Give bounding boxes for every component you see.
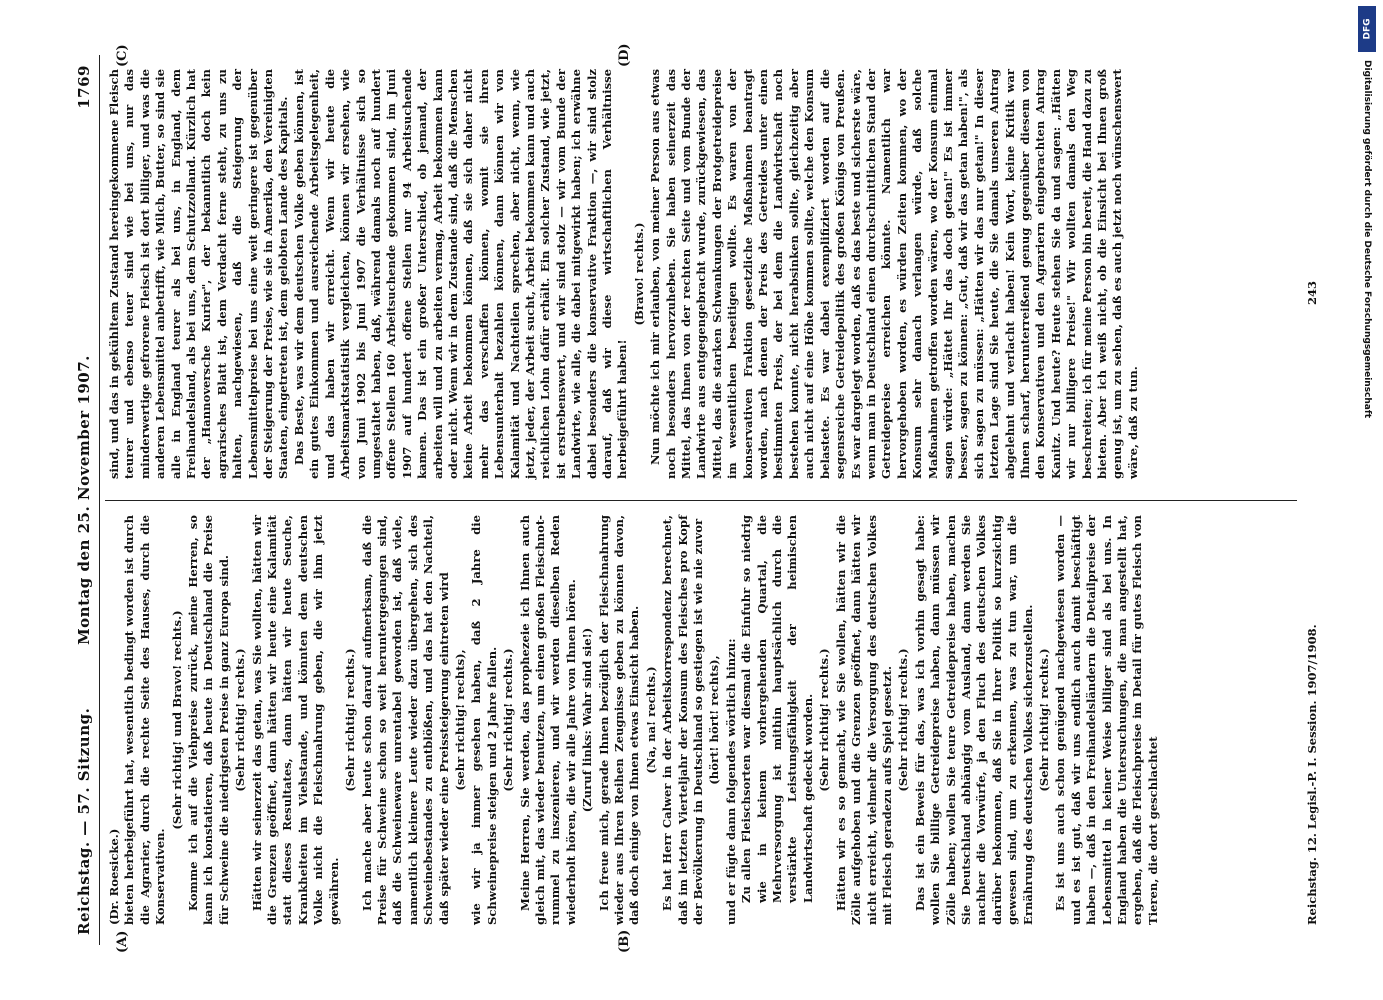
interjection: (Sehr richtig! rechts.) <box>342 648 357 792</box>
paragraph: wie wir ja immer gesehen haben, daß 2 Jahre die Schweinepreise steigen und 2 Jahre fallen. <box>468 515 499 925</box>
margin-marker-b: (B) <box>616 929 632 953</box>
dfg-logo: DFG <box>1358 6 1376 52</box>
interjection: (Sehr richtig! rechts.) <box>816 648 831 792</box>
column-divider <box>105 500 1297 501</box>
paragraph: Hätten wir es so gemacht, wie Sie wollen, hätten wir die Zölle aufgehoben und die Grenzen geöffnet, dann hätten wir nicht erreicht, vielmehr die Versorgung des deutschen Volkes mit Fleisch geradezu aufs Spiel gesetzt. <box>833 515 894 925</box>
paragraph: Meine Herren, Sie werden, das prophezeie ich Ihnen auch gleich mit, das wieder benutzen, um einen großen Fleischnot-rummel zu inszenieren, und wir werden dieselben Reden wiederholt hören, die wir alle Jahre von Ihnen hören. <box>517 515 578 925</box>
header-date: Montag den 25. November 1907. <box>74 355 93 645</box>
interjection: (Na, na! rechts.) <box>643 666 658 774</box>
footer-sheet-number: 243 <box>1304 280 1319 305</box>
header-rule <box>99 55 100 945</box>
paragraph: bieten herbeigeführt hat, wesentlich bedingt worden ist durch die Agrarier, durch die rechte Seite des Hauses, durch die Konservativen. <box>121 515 167 925</box>
digitization-strip <box>1352 0 1382 1000</box>
paragraph: sind, und das in gekühltem Zustand hereingekommene Fleisch teurer und ebenso teuer sind wie bei uns, nur das minderwertige gefrorene Fleisch ist dort billiger, und was die anderen Lebensmittel anbetrifft, wie Milch, Butter, so sind sie alle in England teurer als bei uns, in England, dem Freihandelsland, als bei uns, dem Schutzzolland. Kürzlich hat der „Hannoversche Kurier", der bekanntlich doch kein agrarisches Blatt ist, dem Verdacht ferne steht, zu uns zu halten, nachgewiesen, daß die Steigerung der Lebensmittelpreise bei uns eine weit geringere ist gegenüber der Steigerung der Preise, wie sie in Amerika, den Vereinigten Staaten, eingetreten ist, dem gelobten Lande des Kapitals. <box>106 69 290 479</box>
interjection: (Sehr richtig! rechts.) <box>1036 648 1051 792</box>
page-number: 1769 <box>74 65 93 109</box>
margin-marker-d: (D) <box>616 43 632 67</box>
interjection: (Sehr richtig! und Bravo! rechts.) <box>169 610 184 830</box>
interjection: (hört! hört! rechts), <box>706 655 721 785</box>
digitization-credit: Digitalisierung gefördert durch die Deutsche Forschungsgemeinschaft <box>1362 60 1372 419</box>
paragraph: Ich mache aber heute schon darauf aufmerksam, daß die Preise für Schweine schon so weit heruntergegangen sind, daß die Schweineware unrentabel geworden ist, daß viele, namentlich kleinere Leute wieder dazu übergehen, sich des Schweinebestandes zu entblößen, und das hat den Nachteil, daß später wieder eine Preissteigerung eintreten wird <box>359 515 451 925</box>
interjection: (Sehr richtig! rechts.) <box>232 648 247 792</box>
paragraph: Es hat Herr Calwer in der Arbeitskorrespondenz berechnet, daß im letzten Vierteljahr der Konsum des Fleisches pro Kopf der Bevölkerung in Deutschland so gestiegen ist wie nie zuvor <box>659 515 705 925</box>
paragraph: Nun möchte ich mir erlauben, von meiner Person aus etwas noch besonders hervorzuheben. Sie haben seinerzeit das Mittel, das Ihnen von der rechten Seite und vom Bunde der Landwirte aus entgegengebracht wurde, zurückgewiesen, das Mittel, das die starken Schwankungen der Brotgetreidepreise im wesentlichen beseitigen wollte. Es waren von der konservativen Fraktion gesetzliche Maßnahmen beantragt worden, nach denen der Preis des Getreides unter einen bestimmten Preis, der bei dem die Landwirtschaft noch bestehen konnte, nicht herabsinken sollte, gleichzeitig aber auch nicht auf eine Höhe kommen sollte, welche den Konsum belastete. Es war dabei exemplifiziert worden auf die segensreiche Getreidepolitik des großen Königs von Preußen. Es war dargelegt worden, daß es das beste und sicherste wäre, wenn man in Deutschland einen durchschnittlichen Stand der Getreidepreise erreichen könnte. Namentlich war hervorgehoben worden, es würden Zeiten kommen, wo der Konsum sehr danach verlangen würde, daß solche Maßnahmen getroffen worden wären, wo der Konsum einmal sagen würde: „Hättet Ihr das doch getan!" Es ist immer besser, sagen zu können: „Gut, daß wir das getan haben!", als sich sagen zu müssen: „Hätten wir das nur getan!" In dieser letzten Lage sind Sie heute, die Sie damals unseren Antrag abgelehnt und verlacht haben! Kein Wort, keine Kritik war Ihnen scharf, herunterreißend genug gegenüber diesem von den Konservativen und den Agrariern eingebrachten Antrag Kanitz. Und heute? Heute stehen Sie da und sagen: „Hätten wir nur billigere Preise!" Wir wollten damals den Weg beschreiten; ich für meine Person bin bereit, die Hand dazu zu bieten. Aber ich weiß nicht, ob die Einsicht bei Ihnen groß genug ist, um zu sehen, daß es auch jetzt noch wünschenswert wäre, daß zu tun. <box>647 69 1140 479</box>
paragraph: Das Beste, was wir dem deutschen Volke geben können, ist ein gutes Einkommen und ausreichende Arbeitsgelegenheit, und das haben wir erreicht. Wenn wir heute die Arbeitsmarktstatistik vergleichen, können wir ersehen, wie von Juni 1902 bis Juni 1907 die Verhältnisse sich so umgestaltet haben, daß, während damals noch auf hundert offene Stellen 160 Arbeitsuchende gekommen sind, im Juni 1907 auf hundert offene Stellen nur 94 Arbeitsuchende kamen. Das ist ein großer Unterschied, ob jemand, der arbeiten will und zu arbeiten vermag, Arbeit bekommen kann oder nicht. Wenn wir in dem Zustande sind, daß die Menschen keine Arbeit bekommen können, daß sie sich daher nicht mehr das verschaffen können, womit sie ihren Lebensunterhalt bezahlen können, dann können wir von Kalamität und Nachteilen sprechen, aber nicht, wenn, wie jetzt, jeder, der Arbeit sucht, Arbeit bekommen kann und auch reichlichen Lohn dafür erhält. Ein solcher Zustand, wie jetzt, ist erstrebenswert, und wir sind stolz — wir vom Bunde der Landwirte, wie alle, die dabei mitgewirkt haben; ich erwähne dabei besonders die konservative Fraktion —, wir sind stolz darauf, daß wir diese wirtschaftlichen Verhältnisse herbeigeführt haben! <box>291 69 629 479</box>
interjection: (Bravo! rechts.) <box>631 222 646 326</box>
margin-marker-a: (A) <box>114 930 130 953</box>
left-column <box>107 515 1297 925</box>
paragraph: Es ist uns auch schon genügend nachgewiesen worden — und es ist gut, daß wir uns endlich auch damit beschäftigt haben —, daß in den Freihandelsländern die Detailpreise der Lebensmittel in keiner Weise billiger sind als bei uns. In England haben die Untersuchungen, die man angestellt hat, ergeben, daß die Fleischpreise im Detail für gutes Fleisch von Tieren, die dort geschlachtet <box>1052 515 1160 925</box>
interjection: (Zuruf links: Wahr sind sie!) <box>579 627 594 813</box>
paragraph: und er fügte dann folgendes wörtlich hinzu: <box>723 638 738 925</box>
speaker-label: (Dr. Roesicke.) <box>106 828 121 925</box>
rotated-document-page <box>57 35 1327 965</box>
paragraph: Das ist ein Beweis für das, was ich vorhin gesagt habe: wollen Sie billige Getreidepreise haben, dann müssen wir Zölle haben; wollen Sie teure Getreidepreise haben, machen Sie Deutschland abhängig vom Ausland, dann werden Sie nachher die Vorwürfe, ja den Fluch des deutschen Volkes darüber bekommen, daß Sie in Ihrer Politik so kurzsichtig gewesen sind, um zu erkennen, was zu tun war, um die Ernährung des deutschen Volkes sicherzustellen. <box>912 515 1035 925</box>
header-left: Reichstag. — 57. Sitzung. <box>74 707 93 935</box>
interjection: (sehr richtig! rechts), <box>452 649 467 791</box>
paragraph: Hätten wir seinerzeit das getan, was Sie wollten, hätten wir die Grenzen geöffnet, dann hätten wir heute eine Kalamität statt dieses Resultates, dann hätten wir heute Seuche, Krankheiten im Viehstande, und könnten dem deutschen Volke nicht die Fleischnahrung geben, die wir ihm jetzt gewähren. <box>249 515 341 925</box>
paragraph: Ich freue mich, gerade Ihnen bezüglich der Fleischnahrung wieder aus Ihren Reihen Zeugnisse geben zu können davon, daß doch einige von Ihnen etwas Einsicht haben. <box>596 515 641 925</box>
right-column <box>107 69 1297 479</box>
interjection: (Sehr richtig! rechts.) <box>500 648 515 792</box>
paragraph: Komme ich auf die Viehpreise zurück, meine Herren, so kann ich konstatieren, daß heute in Deutschland die Preise für Schweine die niedrigsten Preise in ganz Europa sind. <box>185 515 231 925</box>
paragraph: Zu allen Fleischsorten war diesmal die Einfuhr so niedrig wie in keinem vorhergehenden Quartal, die Mehrversorgung ist mithin hauptsächlich durch die verstärkte Leistungsfähigkeit der heimischen Landwirtschaft gedeckt worden. <box>738 515 815 903</box>
margin-marker-c: (C) <box>114 44 130 67</box>
footer-session: Reichstag. 12. Legisl.-P. I. Session. 1907/1908. <box>1304 624 1319 925</box>
interjection: (Sehr richtig! rechts.) <box>895 648 910 792</box>
